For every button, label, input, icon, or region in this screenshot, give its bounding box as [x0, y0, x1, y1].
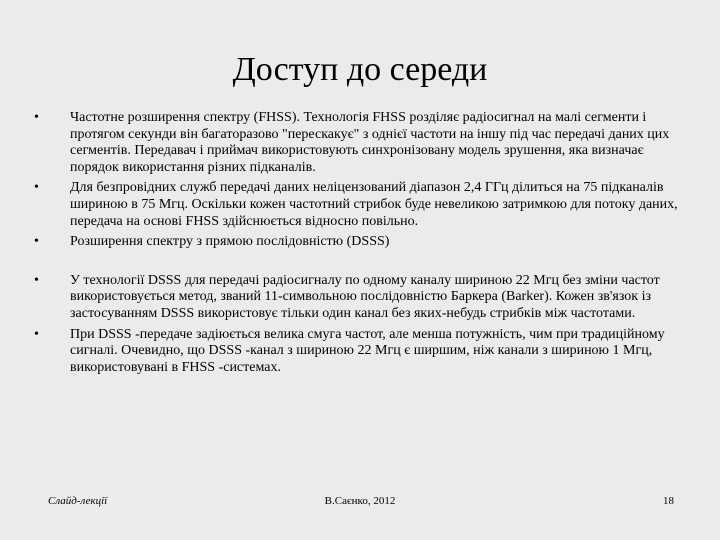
bullet-text: Частотне розширення спектру (FHSS). Технологія FHSS розділяє радіосигнал на малі сегменти і протягом секунди він багаторазово "перескакує" з однієї частоти на іншу під час передачі даних цих сегментів. Передавач і приймач використовують синхронізовану модель зрушення, яка визначає порядок використання різних підканалів.: [70, 110, 670, 175]
bullet-item: [34, 180, 686, 230]
bullet-item: [34, 273, 686, 323]
bullet-marker: •: [34, 234, 39, 250]
footer-author: В.Саєнко, 2012: [324, 495, 396, 507]
bullet-item: [34, 110, 686, 176]
bullet-list: [34, 110, 686, 376]
bullet-marker: •: [34, 180, 39, 196]
bullet-text: При DSSS -передаче задіюється велика смуга частот, але менша потужність, чим при традиційному сигналі. Очевидно, що DSSS -канал з шириною 22 Мгц є ширшим, ніж канали з шириною 1 Мгц, використовувані в FHSS -системах.: [70, 326, 665, 375]
slide-title: Доступ до середи: [232, 51, 488, 88]
footer-series-label: Слайд-лекції: [48, 495, 108, 507]
bullet-item: [34, 327, 686, 377]
bullet-text: У технології DSSS для передачі радіосигналу по одному каналу шириною 22 Мгц без зміни частот використовується метод, званий 11-символьною послідовністю Баркера (Barker). Кожен зв'язок із застосуванням DSSS використовує тільки один канал без яких-небудь стрибків між частотами.: [70, 272, 660, 321]
bullet-text: Для безпровідних служб передачі даних неліцензований діапазон 2,4 ГГц ділиться на 75 підканалів шириною в 75 Мгц. Оскільки кожен частотний стрибок буде невеликою затримкою для потоку даних, передача на основі FHSS здійснюється відносно повільно.: [70, 180, 678, 229]
slide-number: 18: [663, 495, 674, 507]
bullet-marker: •: [34, 272, 39, 288]
bullet-item: [34, 234, 686, 251]
bullet-text: Розширення спектру з прямою послідовністю (DSSS): [70, 234, 390, 250]
bullet-marker: •: [34, 326, 39, 342]
bullet-marker: •: [34, 110, 39, 125]
